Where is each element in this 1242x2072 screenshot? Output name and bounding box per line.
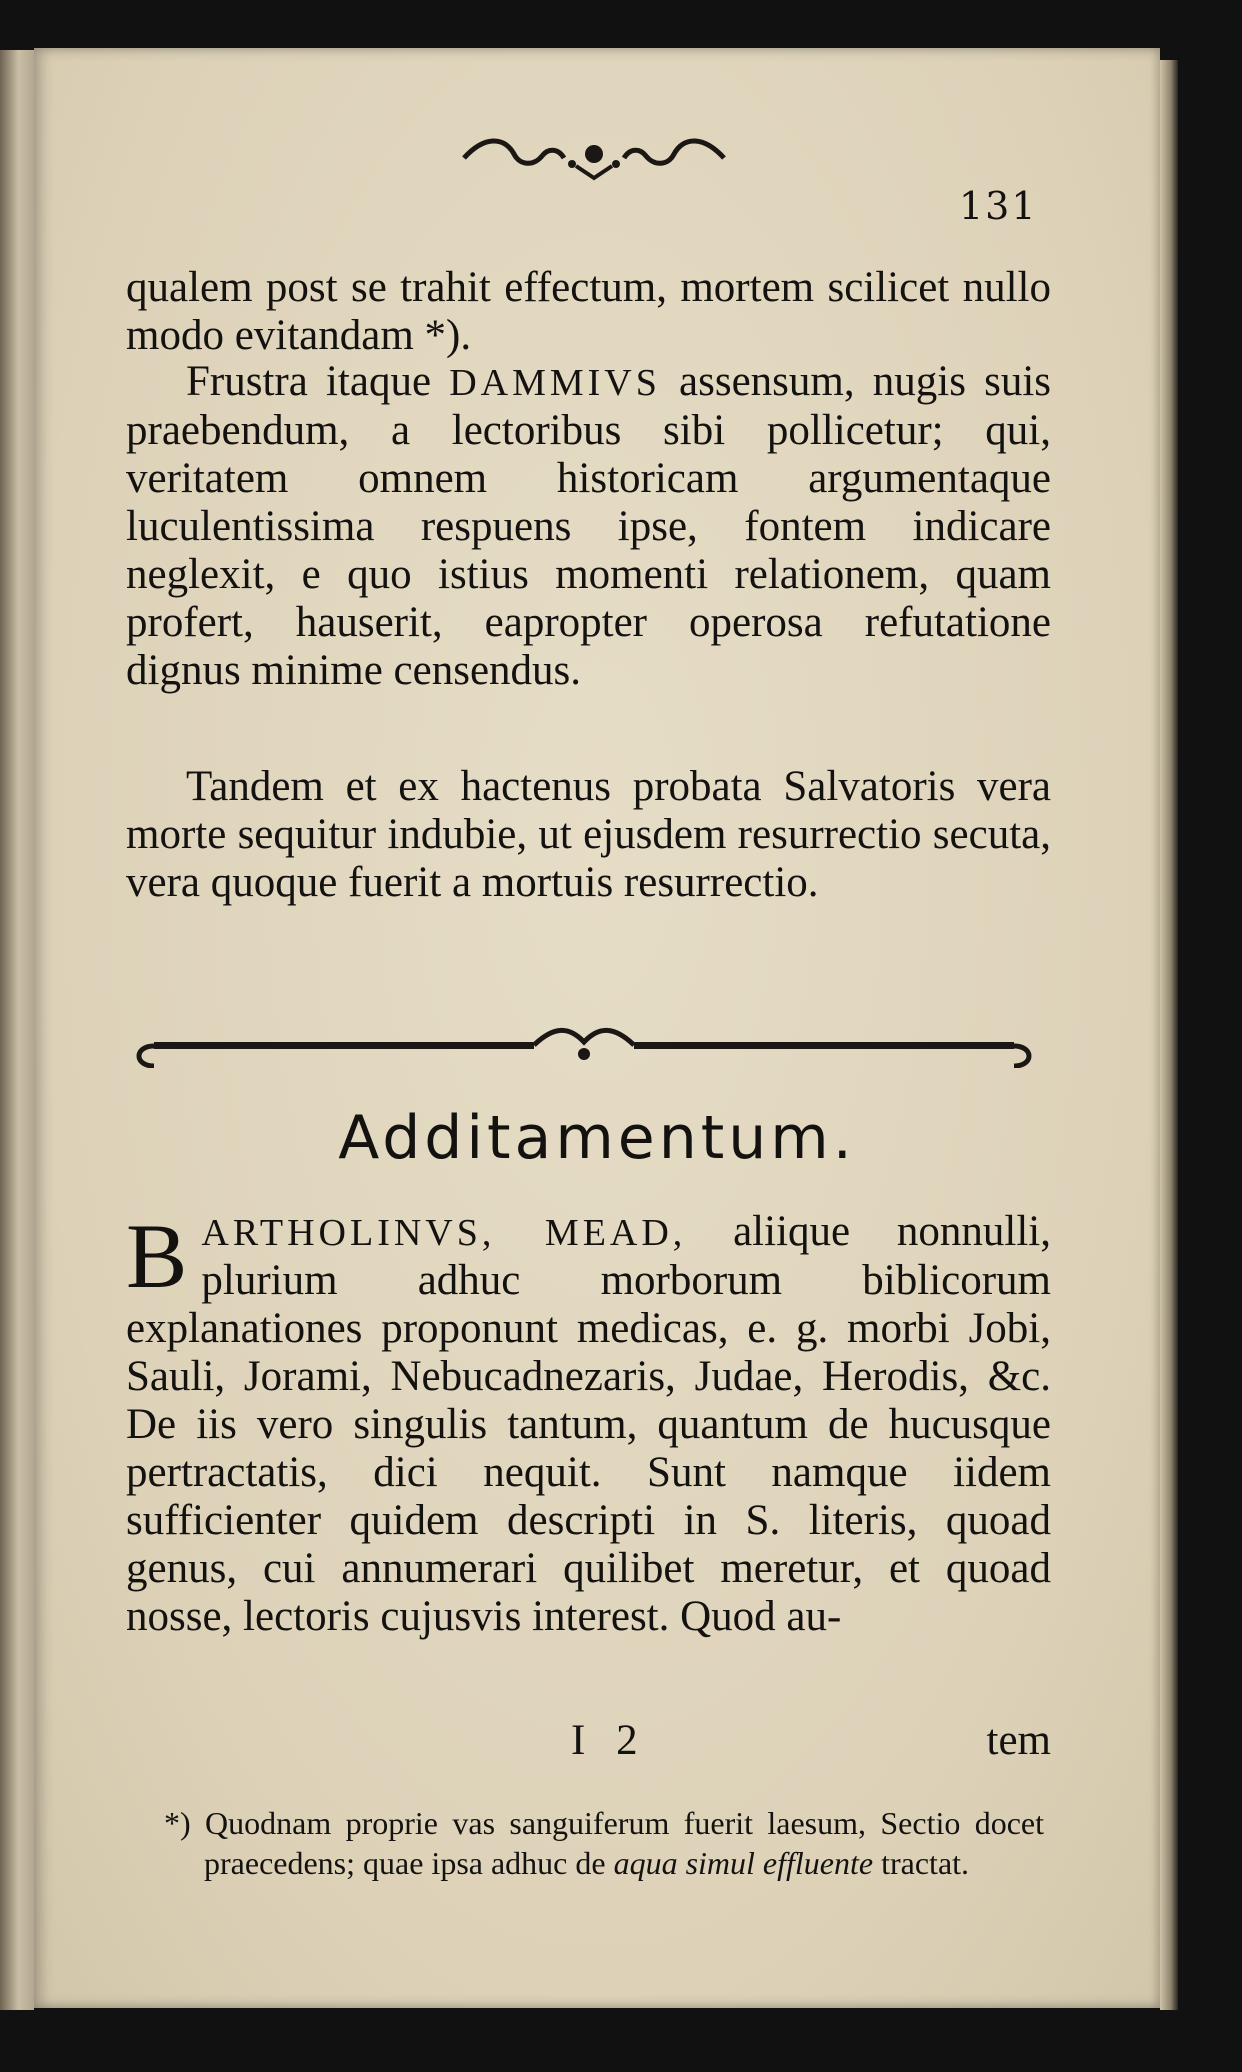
paragraph-bartholinus (126, 1205, 1051, 1641)
paragraph-continuation (126, 264, 1051, 360)
para-3-text: Tandem et ex hactenus probata Salvatoris vera morte sequitur indubie, ut ejusdem resurrectio secuta, vera quoque fuerit a mortuis resurrectio. (126, 763, 1051, 906)
section-heading: Additamentum. (338, 1103, 856, 1173)
para-4-text (126, 1205, 1051, 1641)
para-top-text: qualem post se trahit effectum, mortem scilicet nullo modo evitandam *). (126, 264, 1051, 359)
catchword-line (126, 1716, 1051, 1764)
signature-mark: I 2 (571, 1717, 648, 1764)
book-page (34, 48, 1160, 2008)
catchword: tem (986, 1717, 1051, 1764)
author-names: ARTHOLINVS, MEAD, (201, 1212, 687, 1254)
headpiece-ornament (454, 126, 734, 186)
paragraph-tandem (126, 763, 1051, 907)
section-divider-rule (124, 1008, 1044, 1068)
para-2-prefix: Frustra itaque (186, 358, 450, 405)
footnote-text (164, 1803, 1044, 1883)
footnote-start: Quodnam proprie vas sanguiferum fuerit laesum, Sectio docet praecedens; quae ipsa adhuc de (204, 1805, 1045, 1881)
author-name-dammius: DAMMIVS (449, 362, 661, 404)
left-page-spine (0, 50, 34, 2010)
footnote-italic: aqua simul effluente (613, 1845, 874, 1881)
page-number: 131 (959, 184, 1038, 228)
footnote (164, 1803, 1044, 1883)
para-2-text (126, 358, 1051, 695)
paragraph-frustra (126, 358, 1051, 695)
drop-cap: B (126, 1205, 188, 1307)
page-edge (1160, 60, 1178, 2010)
footnote-mark: *) (164, 1805, 191, 1841)
para-4-rest: aliique nonnulli, plurium adhuc morborum biblicorum explanationes proponunt medicas, e. g. morbi Jobi, Sauli, Jorami, Nebucadnezaris, Judae, Herodis, &c. De iis vero singulis tantum, quantum de hucusque pertractatis, dici nequit. Sunt namque iidem sufficienter quidem descripti in S. literis, quoad genus, cui annumerari quilibet meretur, et quoad nosse, lectoris cujusvis interest. Quod au- (126, 1208, 1051, 1640)
footnote-end: tractat. (873, 1845, 970, 1881)
para-2-rest: assensum, nugis suis praebendum, a lectoribus sibi pollicetur; qui, veritatem omnem historicam argumentaque luculentissima respuens ipse, fontem indicare neglexit, e quo istius momenti relationem, quam profert, hauserit, eapropter operosa refutatione dignus minime censendus. (126, 358, 1051, 694)
